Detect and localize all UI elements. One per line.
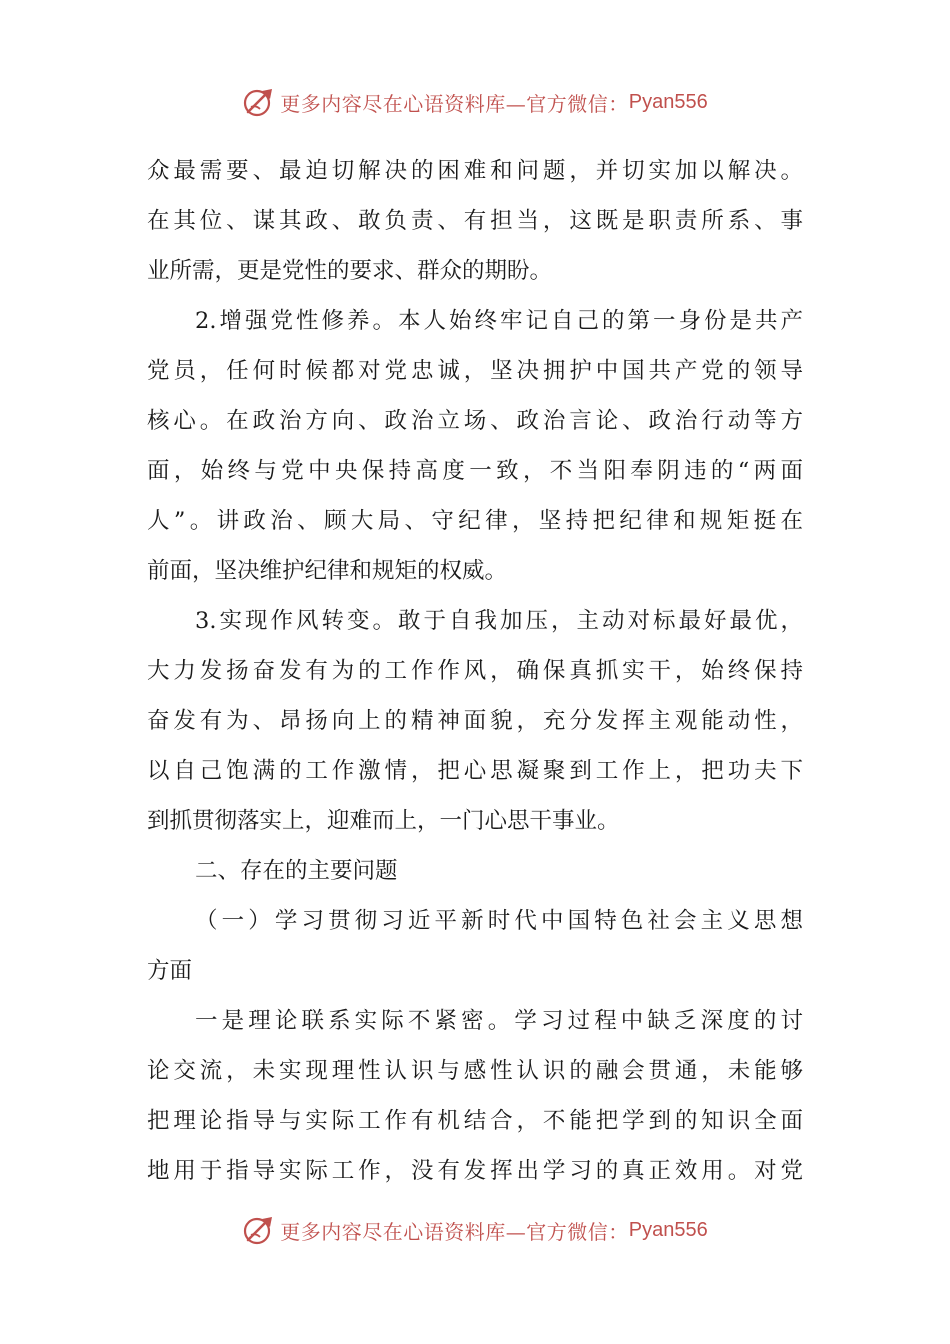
text-line: 大力发扬奋发有为的工作作风，确保真抓实干，始终保持 bbox=[147, 658, 803, 684]
text-line: 面，始终与党中央保持高度一致，不当阳奉阴违的“两面 bbox=[147, 458, 803, 484]
pen-circle-logo-icon bbox=[242, 85, 276, 119]
text-line: 前面，坚决维护纪律和规矩的权威。 bbox=[147, 558, 508, 584]
text-line: 一是理论联系实际不紧密。学习过程中缺乏深度的讨 bbox=[195, 1008, 803, 1034]
text-line: 业所需，更是党性的要求、群众的期盼。 bbox=[147, 258, 553, 284]
text-line: 众最需要、最迫切解决的困难和问题，并切实加以解决。 bbox=[147, 158, 803, 184]
text-line: 二、存在的主要问题 bbox=[195, 858, 398, 884]
pen-circle-logo-icon bbox=[242, 1213, 276, 1247]
text-line: 到抓贯彻落实上，迎难而上，一门心思干事业。 bbox=[147, 808, 620, 834]
text-line: 在其位、谋其政、敢负责、有担当，这既是职责所系、事 bbox=[147, 208, 803, 234]
watermark-banner-top bbox=[0, 82, 950, 122]
watermark-text: 更多内容尽在心语资料库—官方微信： bbox=[280, 1219, 629, 1244]
text-line: 把理论指导与实际工作有机结合，不能把学到的知识全面 bbox=[147, 1108, 803, 1134]
text-line: 党员，任何时候都对党忠诚，坚决拥护中国共产党的领导 bbox=[147, 358, 803, 384]
text-line: 地用于指导实际工作，没有发挥出学习的真正效用。对党 bbox=[147, 1158, 803, 1184]
text-line: 论交流，未实现理性认识与感性认识的融会贯通，未能够 bbox=[147, 1058, 803, 1084]
watermark-banner-bottom bbox=[0, 1210, 950, 1250]
text-line: 方面 bbox=[147, 958, 193, 984]
watermark-wechat-id: Pyan556 bbox=[628, 1218, 708, 1241]
text-line: （一）学习贯彻习近平新时代中国特色社会主义思想 bbox=[195, 908, 803, 934]
watermark-wechat-id: Pyan556 bbox=[628, 90, 708, 113]
text-line: 奋发有为、昂扬向上的精神面貌，充分发挥主观能动性， bbox=[147, 708, 803, 734]
text-line: 以自己饱满的工作激情，把心思凝聚到工作上，把功夫下 bbox=[147, 758, 803, 784]
text-line: 核心。在政治方向、政治立场、政治言论、政治行动等方 bbox=[147, 408, 803, 434]
document-body bbox=[147, 146, 803, 1196]
text-line: 人”。讲政治、顾大局、守纪律，坚持把纪律和规矩挺在 bbox=[147, 508, 803, 534]
watermark-text: 更多内容尽在心语资料库—官方微信： bbox=[280, 91, 629, 116]
text-line: 2.增强党性修养。本人始终牢记自己的第一身份是共产 bbox=[195, 308, 803, 334]
text-line: 3.实现作风转变。敢于自我加压，主动对标最好最优， bbox=[195, 608, 803, 634]
